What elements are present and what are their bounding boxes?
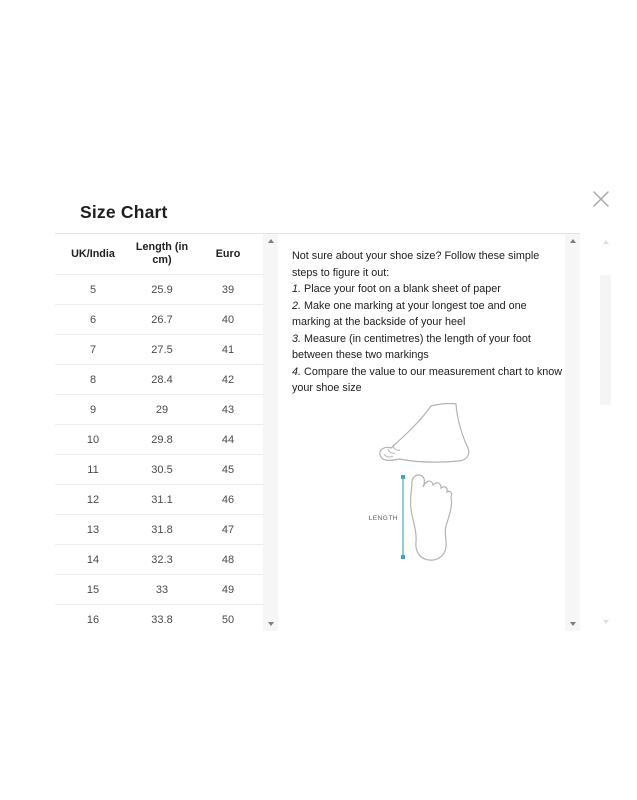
step-number: 2. [292, 299, 305, 312]
table-cell: 32.3 [151, 553, 173, 566]
close-icon [589, 187, 613, 211]
step-number: 3. [292, 332, 305, 345]
step-text: Compare the value to our measurement chart to know your shoe size [292, 365, 563, 394]
scroll-up-button[interactable] [599, 236, 612, 248]
table-row [55, 544, 263, 574]
table-cell: 44 [221, 433, 235, 446]
scroll-down-button[interactable] [263, 617, 278, 631]
scroll-up-button[interactable] [565, 234, 580, 248]
table-row [55, 304, 263, 334]
instructions-panel [292, 234, 565, 634]
size-chart-table [55, 234, 263, 634]
step-text: Place your foot on a blank sheet of paper [304, 283, 501, 295]
table-cell: 14 [86, 553, 100, 566]
table-cell: 46 [221, 493, 235, 506]
table-row [55, 454, 263, 484]
table-cell: 10 [86, 433, 100, 446]
arrow-up-icon [570, 239, 576, 243]
step-number: 1. [292, 283, 305, 295]
table-cell: 43 [221, 403, 235, 416]
arrow-down-icon [268, 622, 274, 626]
instruction-step [292, 281, 563, 298]
table-cell: 29.8 [151, 433, 173, 446]
table-header-euro: Euro [215, 247, 241, 260]
table-cell: 27.5 [151, 343, 173, 356]
table-row [55, 274, 263, 304]
table-cell: 13 [86, 523, 100, 536]
table-header-uk-india: UK/India [71, 247, 115, 260]
table-row [55, 484, 263, 514]
arrow-up-icon [603, 240, 609, 244]
table-cell: 28.4 [151, 373, 173, 386]
table-cell: 39 [221, 283, 235, 296]
steps [292, 281, 563, 397]
close-button[interactable] [587, 185, 615, 213]
scroll-up-button[interactable] [263, 234, 278, 248]
arrow-down-icon [570, 622, 576, 626]
instructions-intro: Not sure about your shoe size? Follow these simple steps to figure it out: [292, 250, 540, 279]
table-cell: 16 [86, 613, 100, 626]
arrow-up-icon [268, 239, 274, 243]
table-scrollbar[interactable] [263, 234, 278, 631]
table-cell: 33 [155, 583, 169, 596]
table-cell: 11 [87, 463, 99, 476]
scroll-down-button[interactable] [565, 617, 580, 631]
table-row [55, 394, 263, 424]
table-row [55, 604, 263, 634]
scrollbar-thumb[interactable] [600, 275, 611, 405]
table-cell: 30.5 [151, 463, 173, 476]
measure-line-bottom-end [401, 555, 405, 559]
step-number: 4. [292, 365, 305, 378]
size-table-body [55, 274, 263, 634]
table-cell: 49 [221, 583, 235, 596]
step-text: Make one marking at your longest toe and one marking at the backside of your heel [292, 299, 527, 328]
page-scrollbar[interactable] [599, 236, 612, 628]
table-cell: 5 [89, 283, 97, 296]
table-cell: 48 [221, 553, 235, 566]
table-cell: 33.8 [151, 613, 173, 626]
instruction-step [292, 331, 563, 364]
table-cell: 41 [221, 343, 235, 356]
table-cell: 50 [221, 613, 235, 626]
scroll-down-button[interactable] [599, 616, 612, 628]
table-cell: 29 [155, 403, 169, 416]
table-row [55, 514, 263, 544]
table-cell: 15 [86, 583, 100, 596]
table-cell: 42 [221, 373, 235, 386]
table-cell: 12 [86, 493, 100, 506]
arrow-down-icon [603, 620, 609, 624]
step-text: Measure (in centimetres) the length of your foot between these two markings [292, 332, 531, 361]
divider-gap [278, 234, 292, 633]
panel-scrollbar[interactable] [565, 234, 580, 631]
table-cell: 47 [221, 523, 235, 536]
table-cell: 31.1 [151, 493, 173, 506]
length-label: LENGTH [368, 515, 398, 522]
measure-line-top-end [401, 475, 405, 479]
table-cell: 31.8 [151, 523, 173, 536]
table-cell: 7 [89, 343, 97, 356]
table-row [55, 424, 263, 454]
footprint-outline [411, 475, 452, 560]
table-header-length: Length (in cm) [135, 241, 189, 266]
table-row [55, 334, 263, 364]
modal-title: Size Chart [80, 202, 168, 222]
table-cell: 6 [89, 313, 97, 326]
instruction-step [292, 298, 563, 331]
table-row [55, 574, 263, 604]
table-cell: 40 [221, 313, 235, 326]
foot-measure-illustration [367, 399, 502, 569]
table-row [55, 364, 263, 394]
table-cell: 45 [221, 463, 235, 476]
table-header-row [55, 234, 263, 274]
instruction-step [292, 364, 563, 397]
modal-content [55, 233, 580, 633]
table-cell: 25.9 [151, 283, 173, 296]
table-cell: 8 [89, 373, 97, 386]
table-cell: 9 [89, 403, 97, 416]
table-cell: 26.7 [151, 313, 173, 326]
